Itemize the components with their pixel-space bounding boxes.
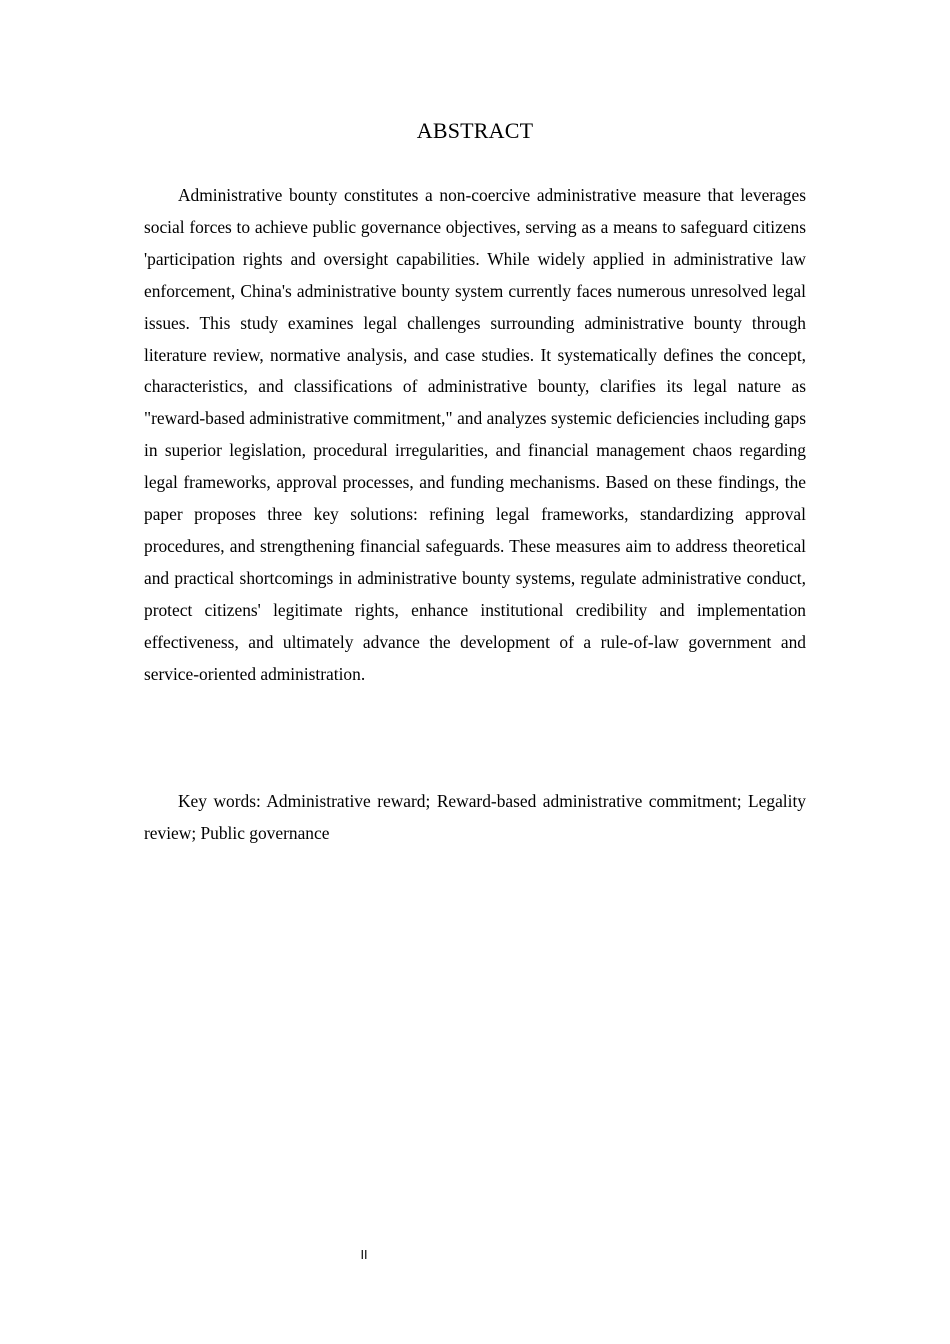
abstract-paragraph: Administrative bounty constitutes a non-coercive administrative measure that leverages social forces to achieve public governance objectives, serving as a means to safeguard citizens 'participation rights and oversight capabilities. While widely applied in administrative law enforcement, China's administrative bounty system currently faces numerous unresolved legal issues. This study examines legal challenges surrounding administrative bounty through literature review, normative analysis, and case studies. It systematically defines the concept, characteristics, and classifications of administrative bounty, clarifies its legal nature as "reward-based administrative commitment," and analyzes systemic deficiencies including gaps in superior legislation, procedural irregularities, and financial management chaos regarding legal frameworks, approval processes, and funding mechanisms. Based on these findings, the paper proposes three key solutions: refining legal frameworks, standardizing approval procedures, and strengthening financial safeguards. These measures aim to address theoretical and practical shortcomings in administrative bounty systems, regulate administrative conduct, protect citizens' legitimate rights, enhance institutional credibility and implementation effectiveness, and ultimately advance the development of a rule-of-law government and service-oriented administration. bbox=[144, 185, 806, 684]
keywords-paragraph: Key words: Administrative reward; Reward-based administrative commitment; Legality review; Public governance bbox=[144, 791, 806, 843]
page-number: II bbox=[360, 1248, 368, 1262]
abstract-title: ABSTRACT bbox=[416, 118, 534, 143]
